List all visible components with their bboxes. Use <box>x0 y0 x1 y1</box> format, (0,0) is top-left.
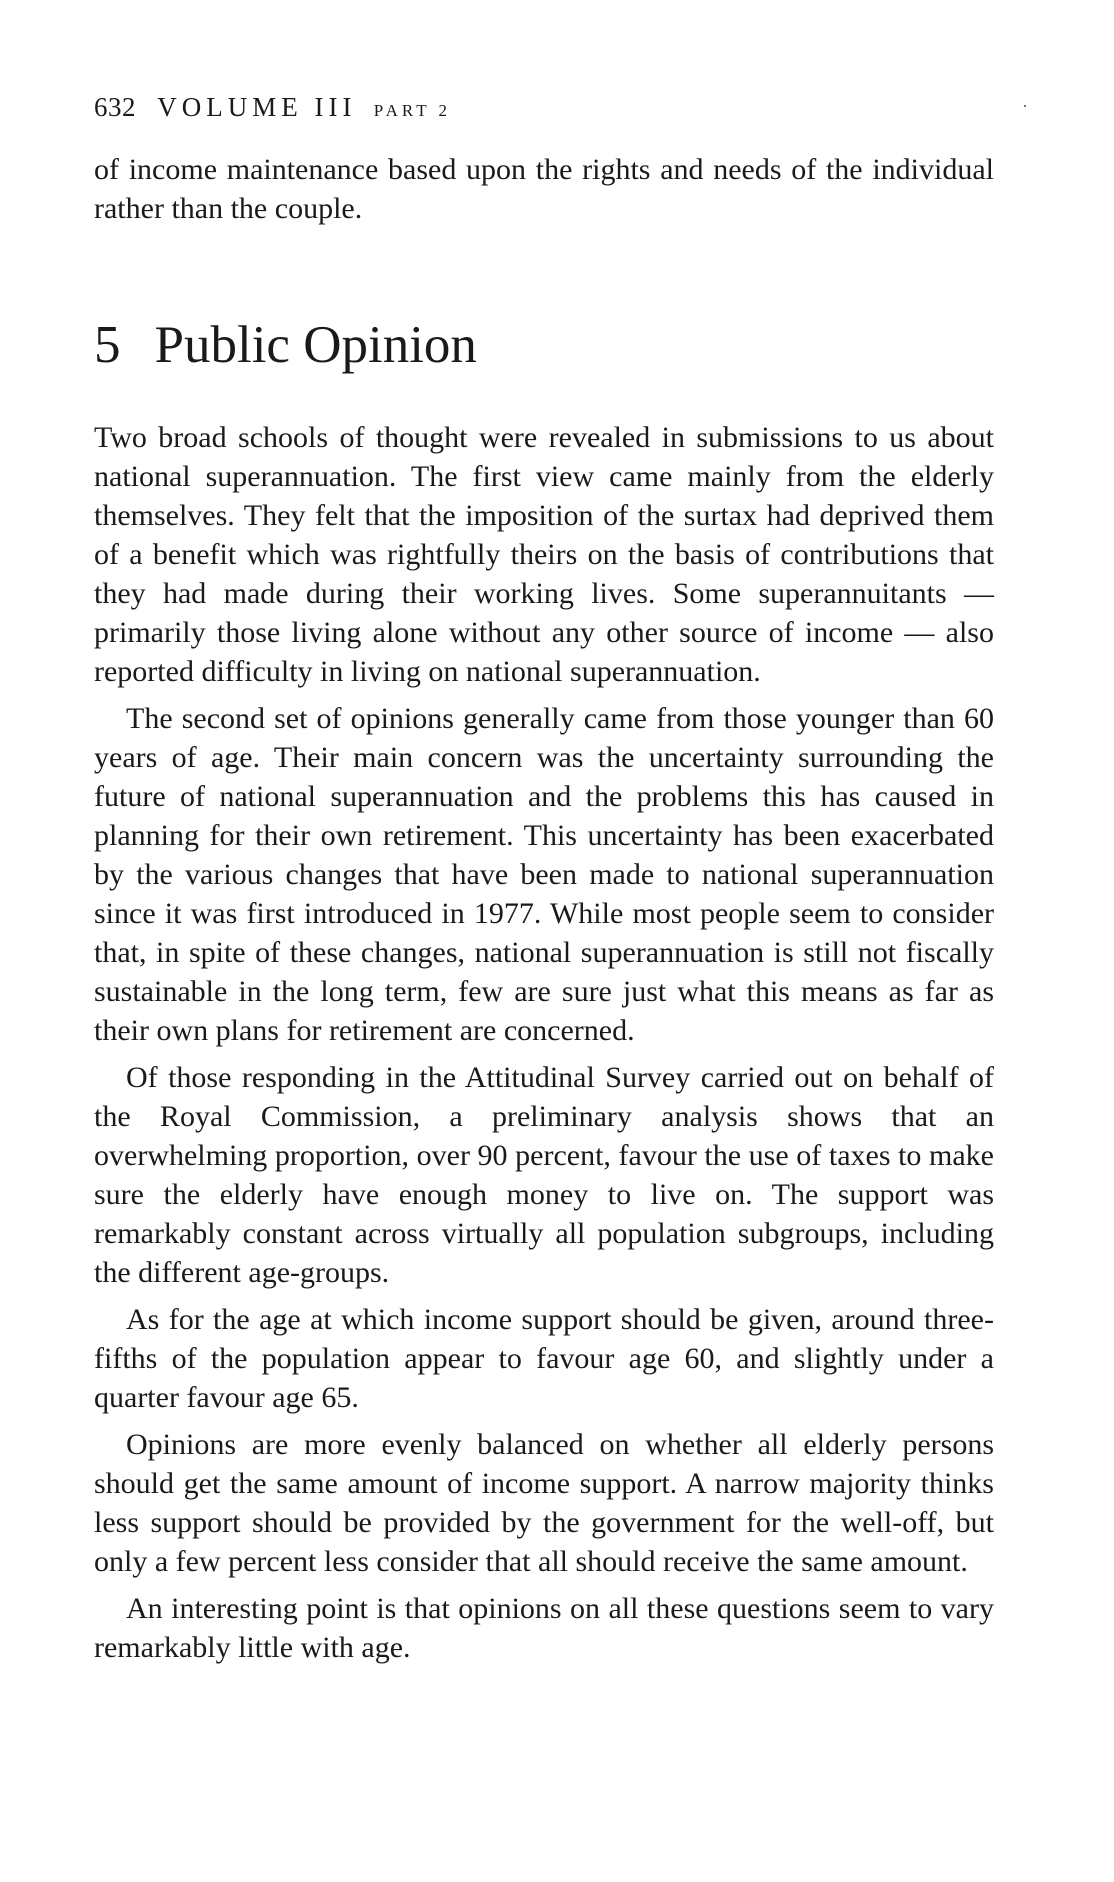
section-heading <box>94 313 994 377</box>
section-title: Public Opinion <box>154 316 477 374</box>
book-page <box>94 90 994 1667</box>
page-number: 632 <box>94 92 136 122</box>
volume-label: VOLUME III <box>157 92 357 122</box>
body-paragraph-6: An interesting point is that opinions on all these questions seem to vary remarkably little with age. <box>94 1592 994 1664</box>
body-paragraph-1: Two broad schools of thought were revealed in submissions to us about national superannuation. The first view came mainly from the elderly themselves. They felt that the imposition of the surtax had deprived them of a benefit which was rightfully theirs on the basis of contributions that they had made during their working lives. Some superannuitants — primarily those living alone without any other source of income — also reported difficulty in living on national superannuation. <box>94 421 994 688</box>
body-paragraph-4: As for the age at which income support should be given, around three-fifths of the population appear to favour age 60, and slightly under a quarter favour age 65. <box>94 1303 994 1414</box>
body-paragraph-5: Opinions are more evenly balanced on whether all elderly persons should get the same amount of income support. A narrow majority thinks less support should be provided by the government for the well-off, but only a few percent less consider that all should receive the same amount. <box>94 1428 994 1578</box>
scan-mark <box>1024 105 1026 107</box>
section-number: 5 <box>94 316 121 374</box>
running-head <box>94 90 994 128</box>
carryover-paragraph: of income maintenance based upon the rights and needs of the individual rather than the couple. <box>94 153 994 225</box>
part-label: PART 2 <box>373 101 452 120</box>
body-paragraph-3: Of those responding in the Attitudinal Survey carried out on behalf of the Royal Commission, a preliminary analysis shows that an overwhelming proportion, over 90 percent, favour the use of taxes to make sure the elderly have enough money to live on. The support was remarkably constant across virtually all population subgroups, including the different age-groups. <box>94 1061 994 1289</box>
body-paragraph-2: The second set of opinions generally came from those younger than 60 years of age. Their main concern was the uncertainty surrounding the future of national superannuation and the problems this has caused in planning for their own retirement. This uncertainty has been exacerbated by the various changes that have been made to national superannuation since it was first introduced in 1977. While most people seem to consider that, in spite of these changes, national superannuation is still not fiscally sustainable in the long term, few are sure just what this means as far as their own plans for retirement are concerned. <box>94 702 994 1047</box>
